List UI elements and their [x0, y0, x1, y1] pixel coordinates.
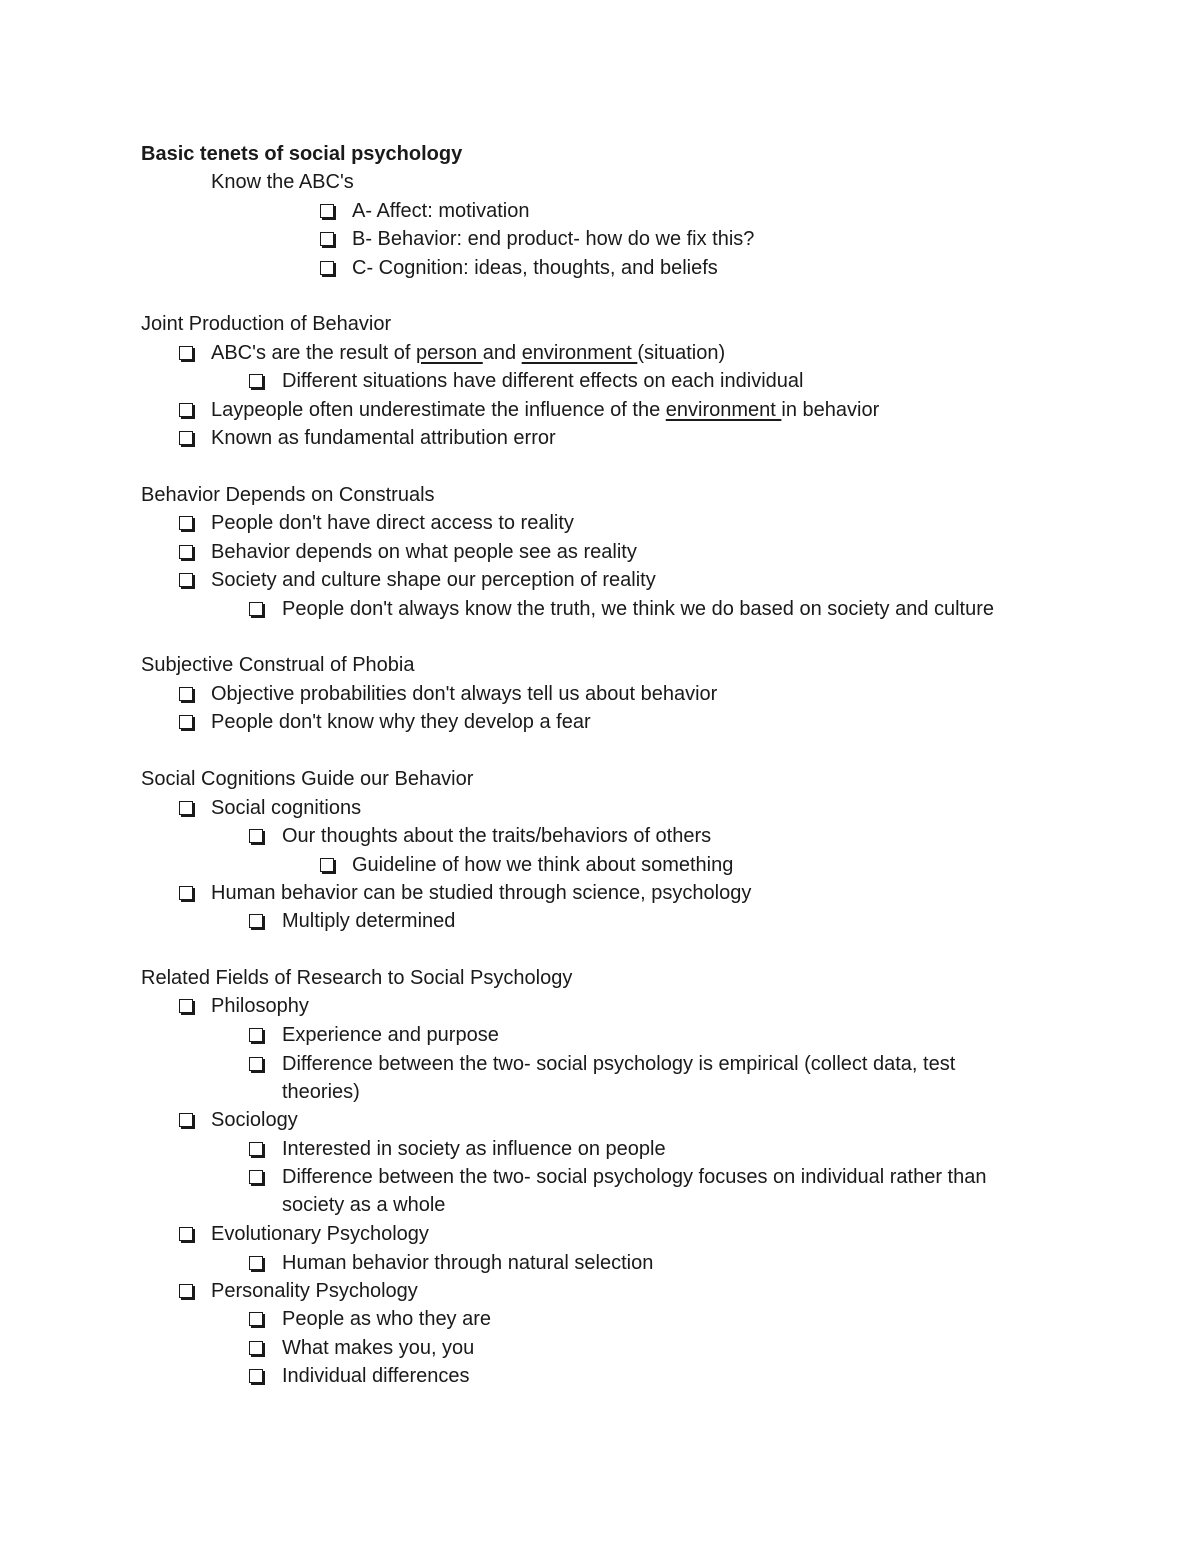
checkbox-icon [249, 1057, 263, 1071]
checkbox-icon [249, 829, 263, 843]
list-item: Multiply determined [282, 910, 456, 932]
checkbox-icon [249, 1170, 263, 1184]
list-item: Evolutionary Psychology [211, 1223, 429, 1245]
list-item: People as who they are [282, 1308, 492, 1330]
list-item: Human behavior can be studied through science, psychology [211, 882, 752, 904]
list-item: Personality Psychology [211, 1280, 418, 1302]
list-item: Individual differences [282, 1365, 470, 1387]
list-item [211, 396, 879, 424]
list-item [211, 339, 725, 367]
list-item: Our thoughts about the traits/behaviors of others [282, 825, 712, 847]
list-item: Behavior depends on what people see as reality [211, 541, 637, 563]
list-item: C- Cognition: ideas, thoughts, and beliefs [352, 257, 718, 279]
checkbox-icon [249, 1142, 263, 1156]
section-heading: Joint Production of Behavior [141, 313, 392, 335]
checkbox-icon [179, 346, 193, 360]
list-item: People don't have direct access to reality [211, 512, 574, 534]
underlined-term: environment [521, 342, 638, 364]
item-text: in behavior [781, 399, 880, 421]
list-item-continuation: society as a whole [282, 1194, 446, 1216]
section-heading: Social Cognitions Guide our Behavior [141, 768, 474, 790]
checkbox-icon [179, 801, 193, 815]
list-item: People don't always know the truth, we think we do based on society and culture [282, 598, 995, 620]
item-text: Laypeople often underestimate the influence of the [211, 399, 666, 421]
checkbox-icon [179, 1113, 193, 1127]
item-text: and [482, 342, 522, 364]
list-item: Sociology [211, 1109, 298, 1131]
list-item: Difference between the two- social psychology is empirical (collect data, test [282, 1053, 956, 1075]
underlined-term: person [416, 342, 483, 364]
checkbox-icon [179, 886, 193, 900]
list-item: What makes you, you [282, 1337, 475, 1359]
list-item: Difference between the two- social psychology focuses on individual rather than [282, 1166, 987, 1188]
checkbox-icon [249, 1341, 263, 1355]
checkbox-icon [179, 516, 193, 530]
checkbox-icon [249, 1256, 263, 1270]
checkbox-icon [320, 232, 334, 246]
checkbox-icon [179, 545, 193, 559]
checkbox-icon [179, 999, 193, 1013]
item-text: (situation) [637, 342, 726, 364]
list-item: Philosophy [211, 995, 309, 1017]
checkbox-icon [249, 374, 263, 388]
checkbox-icon [179, 1227, 193, 1241]
list-item: Experience and purpose [282, 1024, 499, 1046]
list-item: People don't know why they develop a fear [211, 711, 591, 733]
list-item: Guideline of how we think about something [352, 854, 734, 876]
section-heading: Subjective Construal of Phobia [141, 654, 415, 676]
list-item-continuation: theories) [282, 1081, 360, 1103]
checkbox-icon [179, 1284, 193, 1298]
checkbox-icon [179, 431, 193, 445]
list-item: Human behavior through natural selection [282, 1252, 654, 1274]
list-item: Social cognitions [211, 797, 362, 819]
section-subheading: Know the ABC's [211, 171, 354, 193]
list-item: A- Affect: motivation [352, 200, 530, 222]
list-item: Society and culture shape our perception of reality [211, 569, 656, 591]
checkbox-icon [320, 261, 334, 275]
checkbox-icon [179, 403, 193, 417]
checkbox-icon [249, 1312, 263, 1326]
underlined-term: environment [665, 399, 782, 421]
checkbox-icon [249, 914, 263, 928]
list-item: B- Behavior: end product- how do we fix this? [352, 228, 755, 250]
checkbox-icon [320, 204, 334, 218]
item-text: ABC's are the result of [211, 342, 417, 364]
list-item: Objective probabilities don't always tell us about behavior [211, 683, 718, 705]
list-item: Known as fundamental attribution error [211, 427, 556, 449]
section-heading: Behavior Depends on Construals [141, 484, 435, 506]
checkbox-icon [320, 858, 334, 872]
section-heading: Basic tenets of social psychology [141, 143, 463, 165]
checkbox-icon [179, 687, 193, 701]
list-item: Interested in society as influence on people [282, 1138, 666, 1160]
checkbox-icon [179, 573, 193, 587]
checkbox-icon [249, 1369, 263, 1383]
checkbox-icon [249, 602, 263, 616]
checkbox-icon [249, 1028, 263, 1042]
list-item: Different situations have different effects on each individual [282, 370, 804, 392]
section-heading: Related Fields of Research to Social Psychology [141, 967, 573, 989]
checkbox-icon [179, 715, 193, 729]
